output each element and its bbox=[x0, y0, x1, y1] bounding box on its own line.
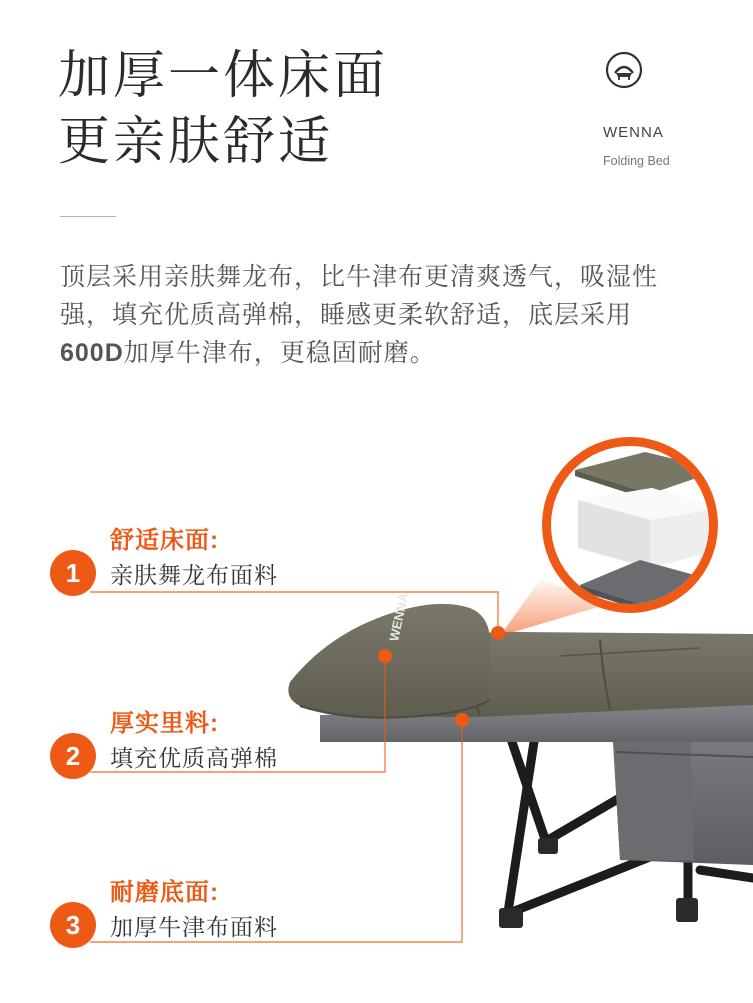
brand-subtitle: Folding Bed bbox=[603, 154, 670, 168]
headline-line-2: 更亲肤舒适 bbox=[58, 113, 334, 171]
svg-text:WENNA: WENNA bbox=[386, 591, 412, 643]
feature-detail: 填充优质高弹棉 bbox=[110, 745, 278, 771]
description-spec: 600D bbox=[60, 339, 124, 367]
product-description bbox=[60, 258, 680, 372]
feature-title: 舒适床面: bbox=[110, 527, 219, 554]
feature-number-badge: 1 bbox=[50, 550, 96, 596]
feature-detail: 亲肤舞龙布面料 bbox=[110, 562, 278, 588]
feature-number-badge: 3 bbox=[50, 902, 96, 948]
brand-name: WENNA bbox=[603, 124, 664, 141]
feature-title: 耐磨底面: bbox=[110, 879, 219, 906]
bed-logo-icon bbox=[605, 51, 643, 89]
description-text: 顶层采用亲肤舞龙布，比牛津布更清爽透气，吸湿性强，填充优质高弹棉，睡感更柔软舒适，底层采用 bbox=[60, 263, 659, 329]
feature-number-badge: 2 bbox=[50, 733, 96, 779]
feature-title: 厚实里料: bbox=[110, 710, 219, 737]
storage-pocket-flap bbox=[612, 724, 694, 860]
description-text-end: 加厚牛津布，更稳固耐磨。 bbox=[123, 339, 436, 367]
headline-line-1: 加厚一体床面 bbox=[58, 47, 389, 105]
feature-detail: 加厚牛津布面料 bbox=[110, 914, 278, 940]
divider bbox=[60, 216, 116, 217]
